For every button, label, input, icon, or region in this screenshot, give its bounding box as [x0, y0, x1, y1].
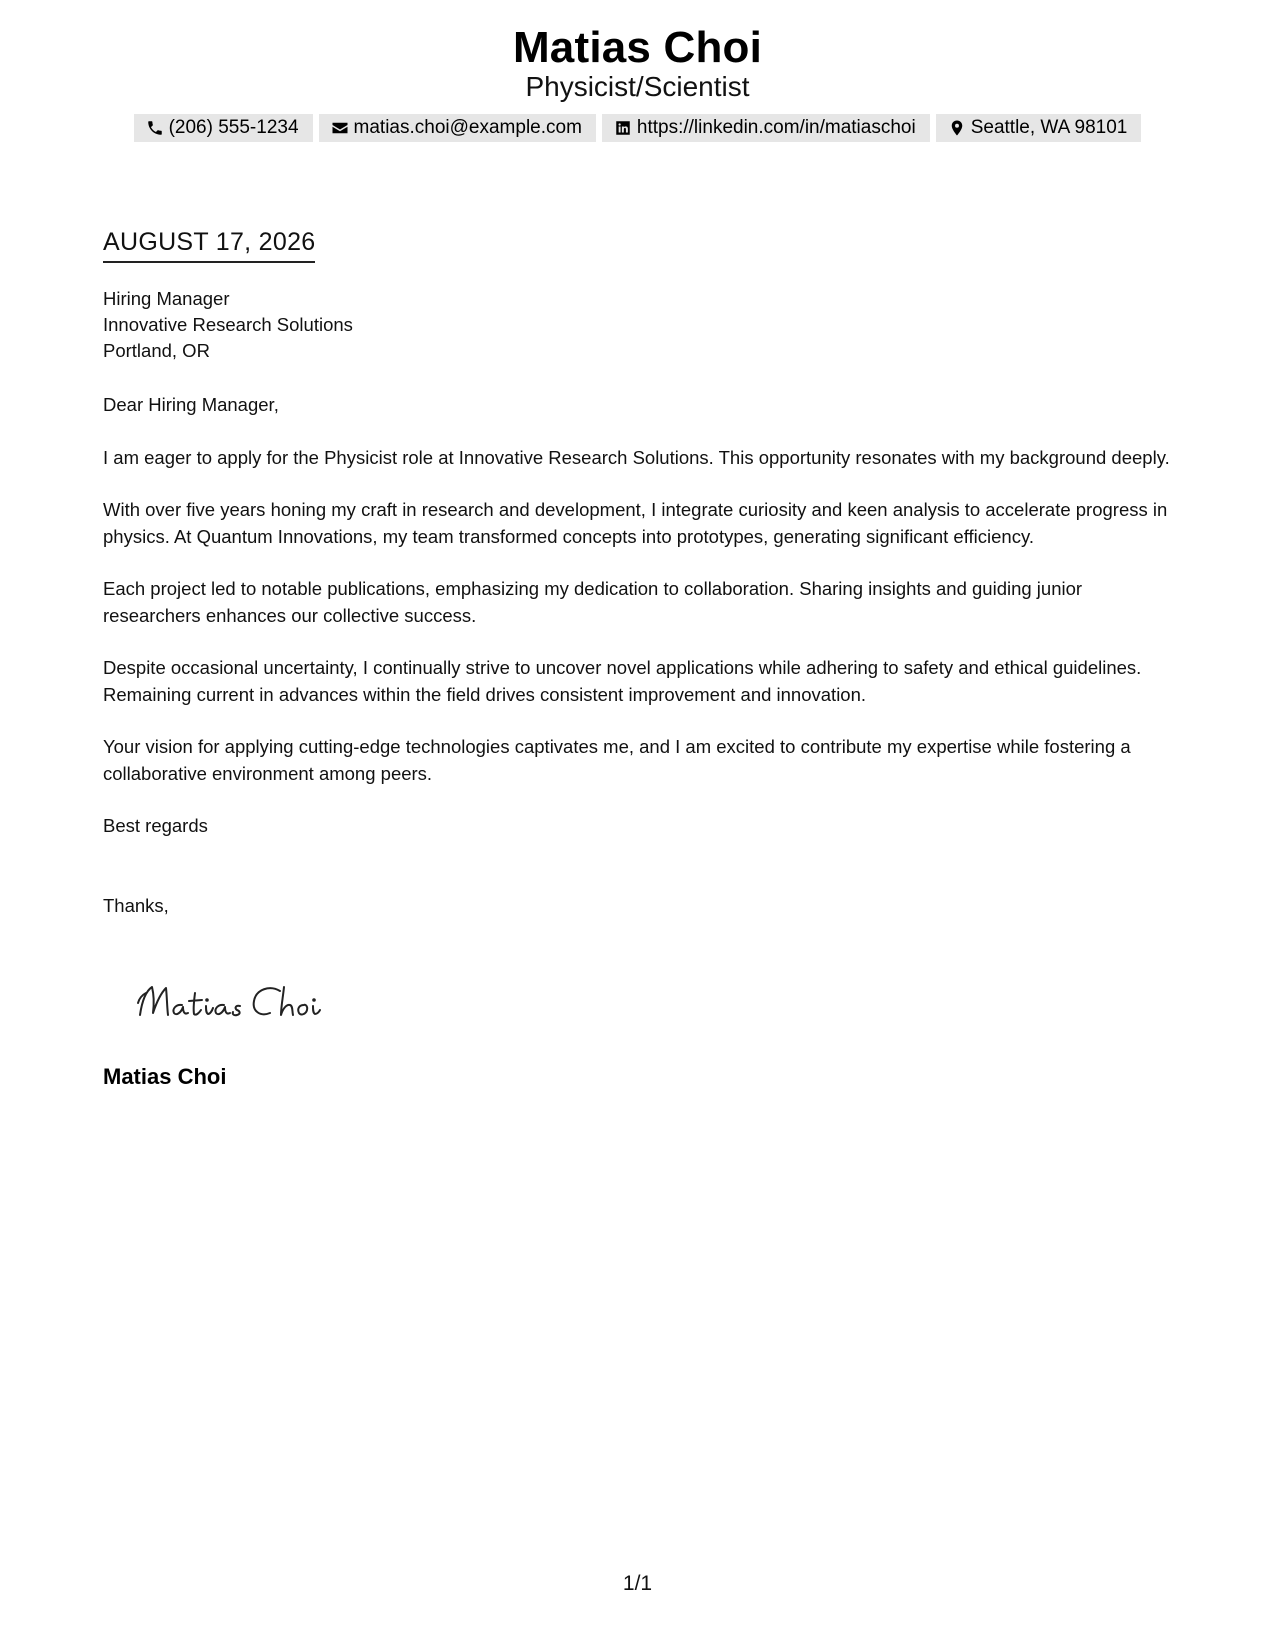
contact-linkedin[interactable] [602, 114, 930, 142]
date-block [103, 226, 315, 263]
envelope-icon [331, 119, 349, 137]
body-paragraph: With over five years honing my craft in research and development, I integrate curiosity and keen analysis to accelerate progress in physics. At Quantum Innovations, my team transformed concepts into prototypes, generating significant efficiency. [103, 499, 1168, 547]
recipient-company: Innovative Research Solutions [103, 314, 353, 335]
letter-date: AUGUST 17, 2026 [103, 226, 315, 263]
recipient-title: Hiring Manager [103, 288, 230, 309]
contact-phone [134, 114, 313, 142]
contact-email[interactable] [319, 114, 596, 142]
letter-header [0, 22, 1275, 102]
contact-bar [0, 114, 1275, 142]
signed-name: Matias Choi [103, 1064, 227, 1089]
linkedin-icon [614, 119, 632, 137]
closing: Best regards [103, 815, 208, 836]
handwritten-signature [132, 975, 342, 1033]
map-pin-icon [948, 119, 966, 137]
recipient-location: Portland, OR [103, 340, 210, 361]
body-paragraph: Each project led to notable publications, emphasizing my dedication to collaboration. Sharing insights and guiding junior researchers enhances our collective success. [103, 578, 1083, 626]
location-text: Seattle, WA 98101 [970, 117, 1128, 138]
body-paragraph: I am eager to apply for the Physicist role at Innovative Research Solutions. This opportunity resonates with my background deeply. [103, 446, 1170, 468]
recipient-block [103, 286, 1178, 364]
closing-spacer [103, 840, 1178, 893]
body-paragraph: Despite occasional uncertainty, I continually strive to uncover novel applications while adhering to safety and ethical guidelines. Remaining current in advances within the field drives consistent improvement and innovation. [103, 657, 1142, 705]
thanks-line: Thanks, [103, 894, 169, 916]
letter-body [103, 286, 1178, 945]
email-text[interactable]: matias.choi@example.com [353, 117, 582, 138]
body-paragraph: Your vision for applying cutting-edge technologies captivates me, and I am excited to contribute my expertise while fostering a collaborative environment among peers. [103, 736, 1131, 784]
phone-text: (206) 555-1234 [168, 117, 299, 138]
contact-location [936, 114, 1142, 142]
phone-icon [146, 119, 164, 137]
salutation: Dear Hiring Manager, [103, 394, 279, 415]
applicant-name: Matias Choi [512, 23, 763, 72]
page-number: 1/1 [622, 1572, 653, 1595]
linkedin-text[interactable]: https://linkedin.com/in/matiaschoi [636, 117, 916, 138]
applicant-role: Physicist/Scientist [525, 71, 750, 102]
